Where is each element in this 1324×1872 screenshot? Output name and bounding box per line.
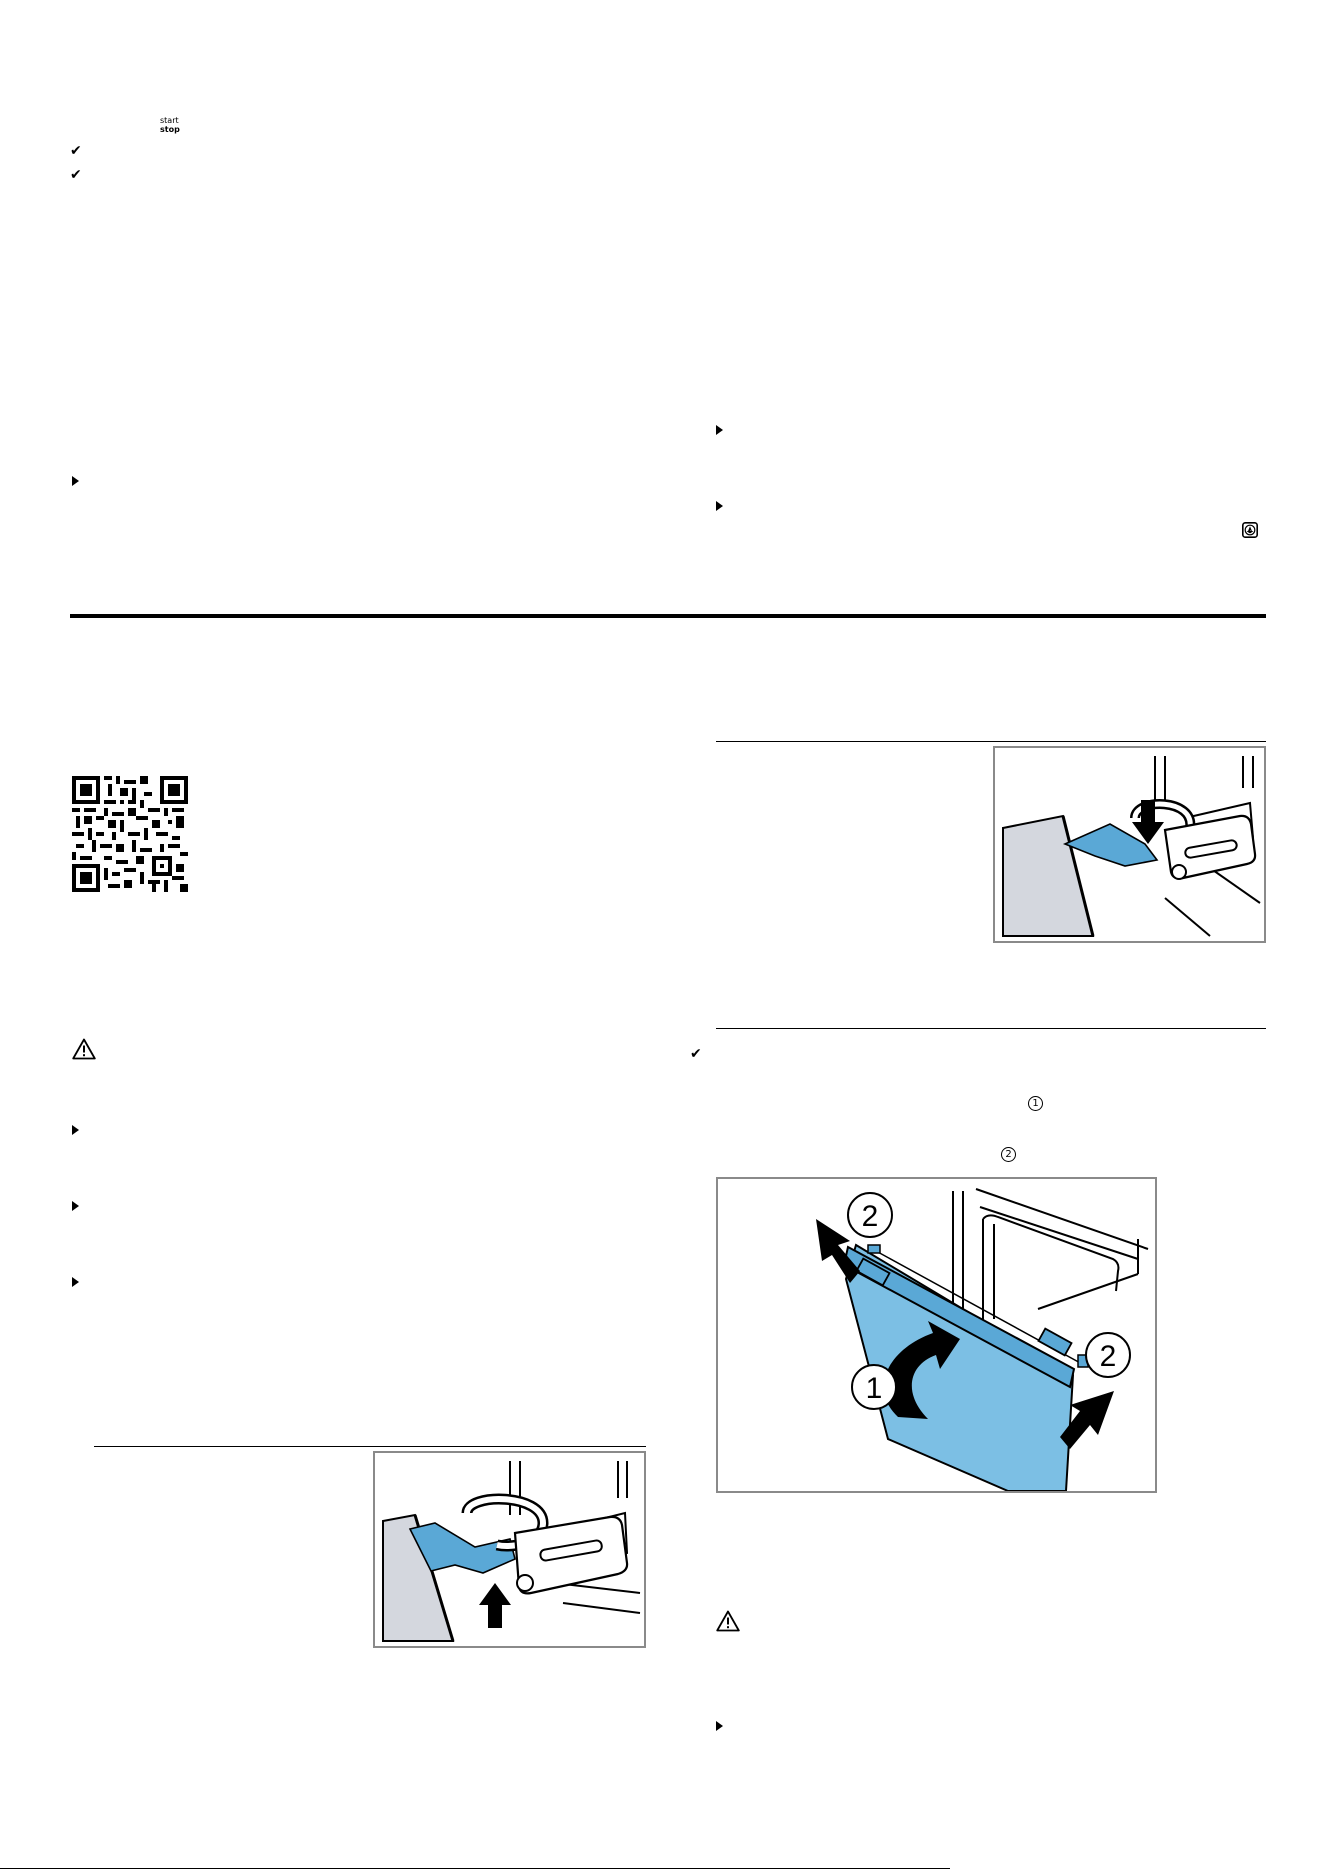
callout-2-icon: 2 [1001, 1147, 1016, 1162]
fan-symbol-icon [1242, 522, 1258, 538]
step-arrow-icon [716, 1721, 723, 1731]
door-callout-2-right: 2 [1099, 1340, 1117, 1373]
warning-icon [72, 1038, 96, 1060]
hinge-lever-down-figure [993, 746, 1266, 943]
qr-code [72, 776, 188, 892]
section-divider [70, 614, 1266, 618]
table-rule [94, 1446, 646, 1447]
step-arrow-icon [72, 476, 79, 486]
warning-icon [716, 1610, 740, 1632]
hinge-lever-up-figure [373, 1451, 646, 1648]
stop-label: stop [160, 125, 180, 134]
step-arrow-icon [72, 1125, 79, 1135]
footer-rule [0, 1868, 950, 1869]
step-arrow-icon [72, 1277, 79, 1287]
door-glass-figure [716, 1177, 1157, 1493]
table-rule [716, 1028, 1266, 1029]
callout-1-icon: 1 [1028, 1096, 1043, 1111]
table-rule [716, 741, 1266, 742]
step-arrow-icon [72, 1201, 79, 1211]
start-stop-key-icon [160, 116, 180, 134]
door-callout-1: 1 [865, 1372, 883, 1405]
start-label: start [160, 116, 179, 125]
step-arrow-icon [716, 425, 723, 435]
check-icon: ✔ [690, 1046, 702, 1062]
step-arrow-icon [716, 501, 723, 511]
check-icon: ✔ [70, 167, 82, 183]
check-icon: ✔ [70, 143, 82, 159]
door-callout-2-top: 2 [861, 1200, 879, 1233]
